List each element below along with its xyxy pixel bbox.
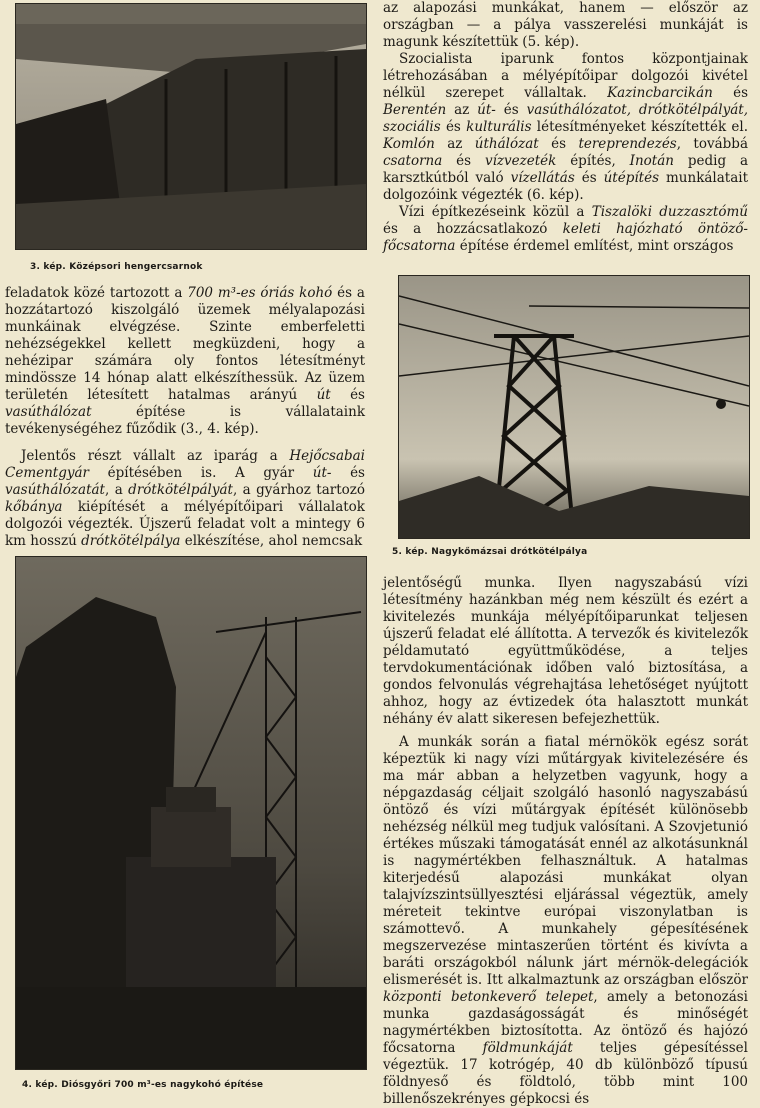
body-text: Szocialista iparunk fontos központjainak létrehozásában a mélyépítőipar dolgozói kivétel nélkül szerepet vállaltak. (383, 51, 748, 101)
body-text: pedig a karsztkútból való (383, 153, 748, 186)
body-text: , a gyárhoz tartozó (232, 482, 365, 498)
body-text: , a (104, 482, 129, 498)
body-text: és a hozzátartozó kiszolgáló üzemek mélyalapozási munkáinak elvégzése. Szinte emberfeletti nehézségekkel kellett megküzdeni, hogy a nehézipar számára oly fontos létesítményt mindössze 14 hónap alatt elkészíthessük. Az üzem területén létesített hatalmas arányú (5, 285, 365, 403)
body-text: kiépítését a mélyépítőipari vállalatok dolgozói végezték. Újszerű feladat volt a mintegy 6 km hosszú (5, 499, 365, 549)
emphasis-text: Tiszalöki duzzasztómű (591, 204, 748, 220)
emphasis-text: 700 m³-es óriás kohó (187, 285, 333, 301)
body-text: építés, (556, 153, 630, 169)
paragraph-kohoe (5, 285, 365, 438)
figure-caption-5: 5. kép. Nagykőmázsai drótkötélpálya (392, 547, 588, 557)
body-text: és (442, 153, 485, 169)
emphasis-text: földmunkáját (482, 1040, 573, 1056)
body-text: építése is vállalataink tevékenységéhez fűződik (3., 4. kép). (5, 404, 365, 437)
emphasis-text: út (316, 387, 331, 403)
text-column-left (5, 285, 365, 550)
body-text: és (440, 119, 467, 135)
emphasis-text: Komlón (383, 136, 435, 152)
body-text: és (330, 387, 365, 403)
body-text: elkészítése, ahol nemcsak (180, 533, 363, 549)
text-column-right-bottom (383, 575, 748, 1108)
emphasis-text: drótkötélpályát (128, 482, 233, 498)
figure-caption-4: 4. kép. Diósgyőri 700 m³-es nagykohó építése (22, 1080, 264, 1090)
paragraph-alapozas: az alapozási munkákat, hanem — először az országban — a pálya vasszerelési munkáját is magunk készítettük (5. kép). (383, 0, 748, 50)
body-text: Jelentős részt vállalt az iparág a (21, 448, 290, 464)
body-text: és (495, 102, 527, 118)
paragraph-vizi (383, 204, 748, 255)
body-text: Vízi építkezéseink közül a (399, 204, 592, 220)
paragraph-hejocsaba (5, 448, 365, 550)
body-text: és (574, 170, 604, 186)
emphasis-text: vízellátás (510, 170, 575, 186)
emphasis-text: kőbánya (5, 499, 63, 515)
text-column-right-top (383, 0, 748, 255)
emphasis-text: Berentén (383, 102, 447, 118)
photo-drotkotelpalya (398, 275, 750, 539)
body-text: építése érdemel említést, mint országos (455, 238, 734, 254)
body-text: munkálatait dolgozóink végezték (6. kép). (383, 170, 749, 203)
emphasis-text: tereprendezés (578, 136, 677, 152)
body-text: A munkák során a fiatal mérnökök egész sorát képeztük ki nagy vízi műtárgyak kivitelezésére és ma már abban a helyzetben vagyunk, hogy a népgazdaság céljait szolgáló hasonló nagyszabású öntöző és vízi műtárgyak építését különösebb nehézség nélkül meg tudjuk valósítani. A Szovjetunió értékes műszaki támogatását ennél az alkotásunknál is nagymértékben felhasználtuk. A hatalmas kiterjedésű alapozási munkákat olyan talajvízszintsüllyesztési eljárással végeztük, amely méreteit tekintve európai viszonylatban is számottevő. A munkahely gépesítésének megszervezése mintaszerűen történt és kivívta a baráti országokból nálunk járt mérnök-delegációk elismerését is. Itt alkalmaztunk az országban először (383, 734, 748, 988)
body-text: és (538, 136, 579, 152)
photo-hengercsarnok (15, 3, 367, 250)
body-text: létesítményeket készítették el. (531, 119, 748, 135)
emphasis-text: vízvezeték (484, 153, 557, 169)
emphasis-text: vasúthálózatát (5, 482, 105, 498)
body-text: , amely a betonozási munka gazdaságosságát és minőségét nagymértékben biztosította. Az öntöző és hajózó főcsatorna (383, 989, 748, 1056)
emphasis-text: vasúthálózat (5, 404, 92, 420)
body-text: feladatok közé tartozott a (5, 285, 188, 301)
paragraph-jelentoseg: jelentőségű munka. Ilyen nagyszabású vízi létesítmény hazánkban még nem készült és ezért a kivitelezés munkája mélyépítőiparunkat teljesen újszerű feladat elé állította. A tervezők és kivitelezők példamutató együttműködése, a teljes tervdokumentációnak időben való biztosítása, a gondos felvonulás végrehajtása lehetőséget nyújtott ahhoz, hogy az évtizedek óta halasztott munkát néhány év alatt sikeresen befejezhettük. (383, 575, 748, 727)
body-text: teljes gépesítéssel végeztük. 17 kotrógép, 40 db különböző típusú földnyeső és földtoló, több mint 100 billenőszekrényes gépkocsi és (383, 1040, 748, 1107)
body-text: építésében is. A gyár (89, 465, 313, 481)
emphasis-text: Kazincbarcikán (607, 85, 713, 101)
body-text: és (331, 465, 365, 481)
body-text: és (712, 85, 749, 101)
photo-diosgyor-kohó (15, 556, 367, 1070)
emphasis-text: út- (477, 102, 496, 118)
body-text: az (446, 102, 478, 118)
paragraph-szocialista (383, 51, 748, 204)
body-text: az (434, 136, 475, 152)
emphasis-text: út- (312, 465, 332, 481)
emphasis-text: útépítés (603, 170, 660, 186)
body-text: , továbbá (676, 136, 748, 152)
emphasis-text: úthálózat (474, 136, 539, 152)
emphasis-text: keleti hajózható öntöző-főcsatorna (383, 221, 748, 254)
body-text: és a hozzácsatlakozó (383, 221, 563, 237)
emphasis-text: kulturális (466, 119, 532, 135)
figure-caption-3: 3. kép. Középsori hengercsarnok (30, 262, 203, 272)
emphasis-text: Hejőcsabai Cementgyár (5, 448, 365, 481)
paragraph-munkak (383, 734, 748, 1108)
emphasis-text: csatorna (383, 153, 443, 169)
emphasis-text: drótkötélpálya (81, 533, 181, 549)
emphasis-text: vasúthálózatot, drótkötélpályát, szociális (383, 102, 748, 135)
emphasis-text: Inotán (629, 153, 674, 169)
emphasis-text: központi betonkeverő telepet (383, 989, 594, 1005)
